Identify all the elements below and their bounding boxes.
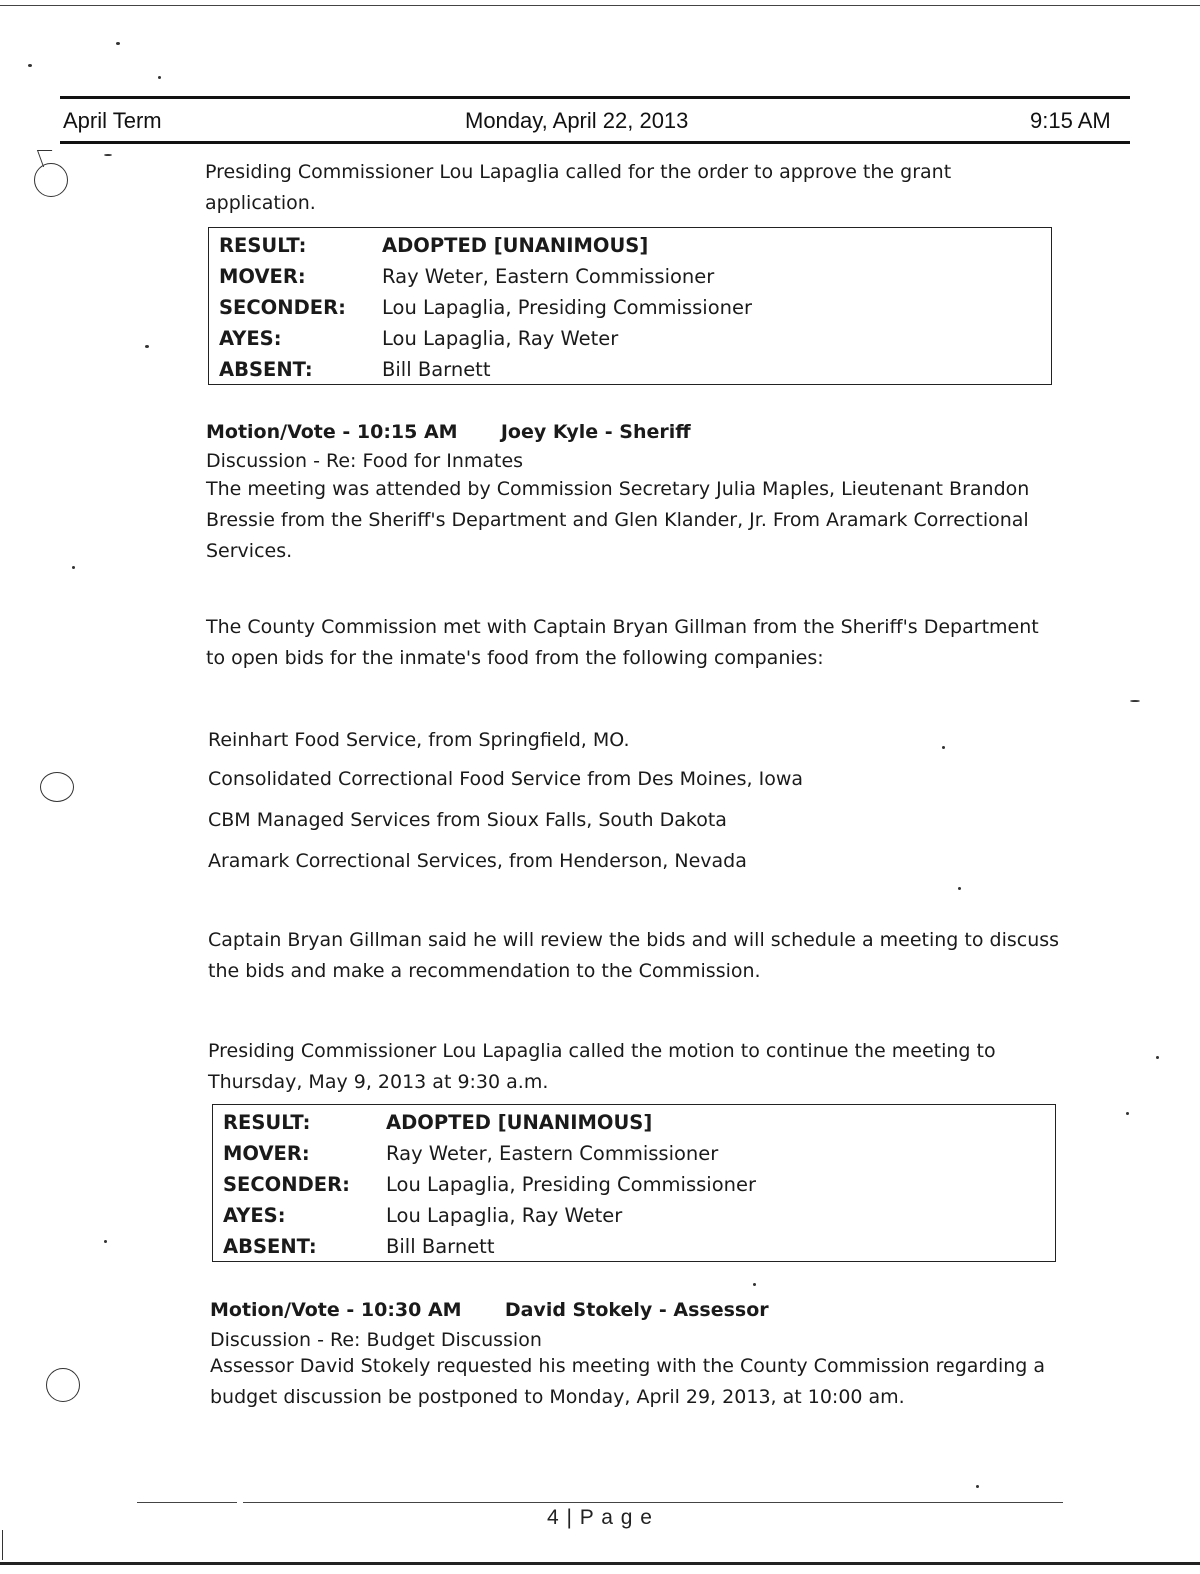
seconder-label: SECONDER: (223, 1173, 350, 1196)
seconder-value: Lou Lapaglia, Presiding Commissioner (382, 296, 753, 319)
vote-box-1 (208, 227, 1052, 385)
motion-heading-assessor (210, 1295, 769, 1326)
scan-speck (753, 1283, 756, 1286)
absent-label: ABSENT: (223, 1235, 317, 1258)
scan-speck (72, 566, 75, 569)
vote-box-2 (212, 1104, 1056, 1262)
grant-order-text: Presiding Commissioner Lou Lapaglia called for the order to approve the grant application. (205, 161, 952, 214)
page-number: 4 | P a g e (547, 1506, 653, 1529)
discussion-budget: Discussion - Re: Budget Discussion (210, 1329, 542, 1351)
scan-speck (1126, 1112, 1129, 1115)
company-item: Consolidated Correctional Food Service from Des Moines, Iowa (208, 768, 804, 790)
company-item: Reinhart Food Service, from Springfield, MO. (208, 729, 630, 751)
mover-value: Ray Weter, Eastern Commissioner (386, 1142, 719, 1165)
binder-hole-tear (37, 150, 58, 167)
scan-speck (1156, 1056, 1159, 1059)
scan-speck (28, 64, 32, 67)
result-value: ADOPTED [UNANIMOUS] (382, 234, 649, 257)
binder-hole (34, 163, 68, 197)
absent-value: Bill Barnett (382, 358, 491, 381)
ayes-label: AYES: (223, 1204, 286, 1227)
mover-value: Ray Weter, Eastern Commissioner (382, 265, 715, 288)
scan-edge (2, 1530, 3, 1560)
footer-rule (137, 1502, 237, 1503)
mover-label: MOVER: (223, 1142, 310, 1165)
motion-heading-sheriff (206, 417, 691, 448)
header-date: Monday, April 22, 2013 (465, 108, 689, 133)
header-rule-bottom (60, 141, 1130, 144)
binder-hole (40, 772, 74, 802)
scan-speck (942, 746, 945, 749)
seconder-label: SECONDER: (219, 296, 346, 319)
scan-speck (145, 345, 149, 348)
header-rule-top (60, 96, 1130, 99)
motion-time: Motion/Vote - 10:30 AM (210, 1299, 462, 1321)
scan-top-edge (0, 5, 1200, 6)
result-label: RESULT: (223, 1111, 311, 1134)
motion-time: Motion/Vote - 10:15 AM (206, 421, 458, 443)
scan-speck (1130, 700, 1140, 702)
footer-rule (243, 1502, 1063, 1503)
review-bids-text: Captain Bryan Gillman said he will review the bids and will schedule a meeting to discuss the bids and make a recommendation to the Commission. (208, 929, 1060, 982)
company-item: Aramark Correctional Services, from Henderson, Nevada (208, 850, 747, 872)
discussion-food: Discussion - Re: Food for Inmates (206, 450, 524, 472)
binder-hole (46, 1368, 80, 1402)
ayes-value: Lou Lapaglia, Ray Weter (382, 327, 619, 350)
motion-presenter: Joey Kyle - Sheriff (500, 421, 691, 443)
scan-speck (104, 154, 112, 156)
seconder-value: Lou Lapaglia, Presiding Commissioner (386, 1173, 757, 1196)
absent-value: Bill Barnett (386, 1235, 495, 1258)
mover-label: MOVER: (219, 265, 306, 288)
scan-speck (104, 1240, 107, 1243)
scan-bottom-edge (0, 1562, 1200, 1565)
continue-meeting-text: Presiding Commissioner Lou Lapaglia called the motion to continue the meeting to Thursday, May 9, 2013 at 9:30 a.m. (208, 1040, 996, 1093)
absent-label: ABSENT: (219, 358, 313, 381)
motion-presenter: David Stokely - Assessor (504, 1299, 769, 1321)
result-value: ADOPTED [UNANIMOUS] (386, 1111, 653, 1134)
bids-intro-text: The County Commission met with Captain Bryan Gillman from the Sheriff's Department to open bids for the inmate's food from the following companies: (206, 616, 1039, 669)
ayes-label: AYES: (219, 327, 282, 350)
ayes-value: Lou Lapaglia, Ray Weter (386, 1204, 623, 1227)
scan-speck (976, 1485, 979, 1488)
scan-speck (116, 42, 120, 45)
attendance-text: The meeting was attended by Commission Secretary Julia Maples, Lieutenant Brandon Bressie from the Sheriff's Department and Glen Klander, Jr. From Aramark Correctional Services. (206, 478, 1030, 562)
header-time: 9:15 AM (1030, 108, 1111, 133)
company-item: CBM Managed Services from Sioux Falls, South Dakota (208, 809, 727, 831)
header-term: April Term (63, 108, 162, 133)
scan-speck (958, 887, 961, 890)
scan-speck (158, 76, 161, 79)
postpone-text: Assessor David Stokely requested his meeting with the County Commission regarding a budget discussion be postponed to Monday, April 29, 2013, at 10:00 am. (210, 1355, 1046, 1408)
result-label: RESULT: (219, 234, 307, 257)
